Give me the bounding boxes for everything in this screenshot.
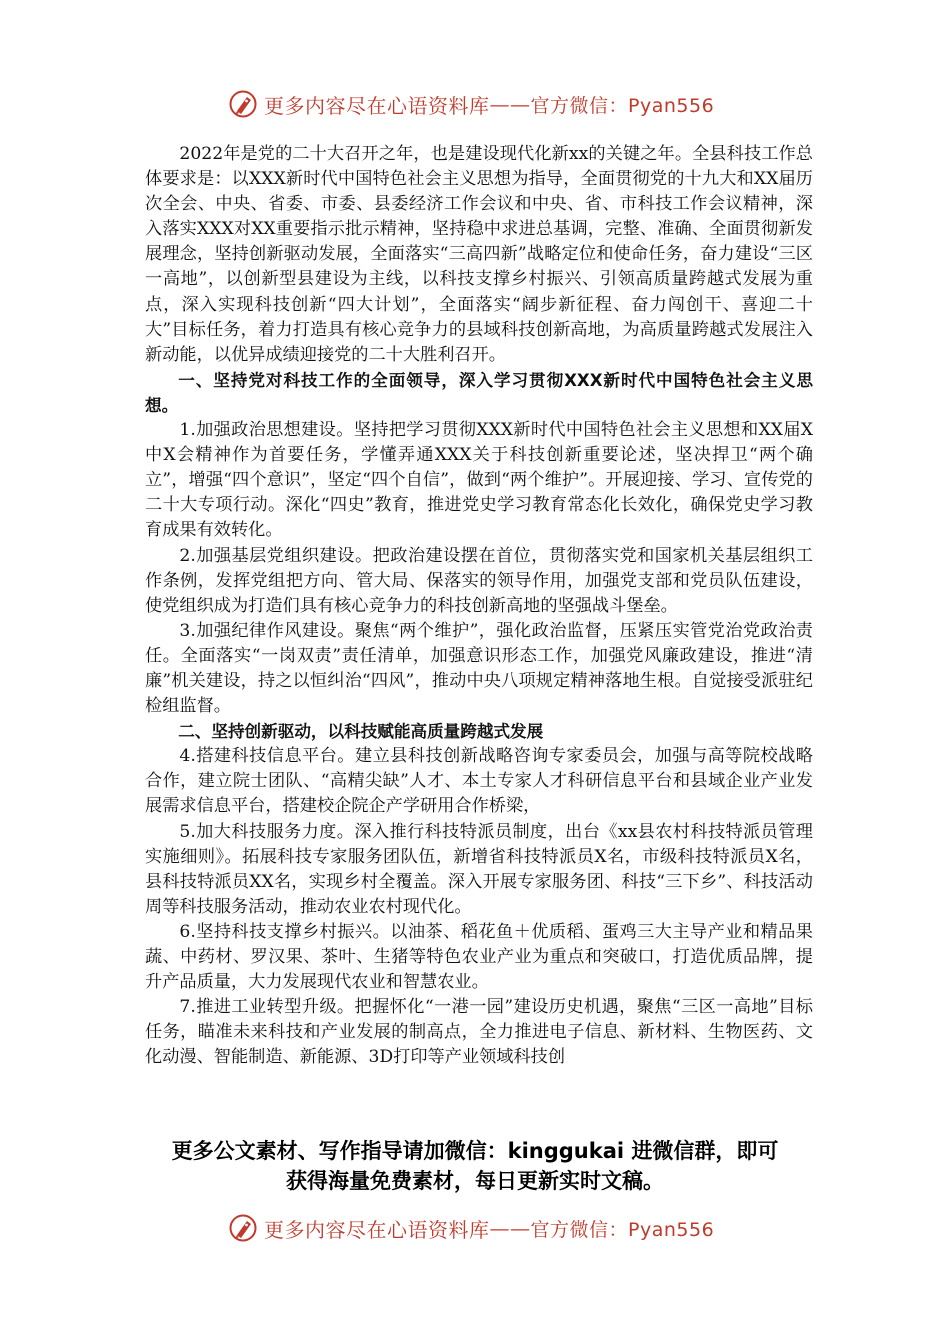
header-banner xyxy=(228,86,748,122)
pen-nib-logo-icon xyxy=(228,89,258,119)
intro-paragraph: 2022年是党的二十大召开之年，也是建设现代化新xx的关键之年。全县科技工作总体要求是：以XXX新时代中国特色社会主义思想为指导，全面贯彻党的十九大和XX届历次全会、中央、省委、市委、县委经济工作会议和中央、省、市科技工作会议精神，深入落实XXX对XX重要指示批示精神，坚持稳中求进总基调，完整、准确、全面贯彻新发展理念，坚持创新驱动发展，全面落实“三高四新”战略定位和使命任务，奋力建设“三区一高地”，以创新型县建设为主线，以科技支撑乡村振兴、引领高质量跨越式发展为重点，深入实现科技创新“四大计划”，全面落实“阔步新征程、奋力闯创干、喜迎二十大”目标任务，着力打造具有核心竞争力的县域科技创新高地，为高质量跨越式发展注入新动能，以优异成绩迎接党的二十大胜利召开。 xyxy=(145,144,813,365)
promo-line-1: 更多公文素材、写作指导请加微信：kinggukai 进微信群，即可 xyxy=(171,1139,779,1163)
section-heading-1: 一、坚持党对科技工作的全面领导，深入学习贯彻XXX新时代中国特色社会主义思想。 xyxy=(145,370,813,415)
pen-nib-logo-icon xyxy=(228,1213,258,1243)
banner-wechat-text: 官方微信：Pyan556 xyxy=(530,94,715,117)
section-heading-2: 二、坚持创新驱动，以科技赋能高质量跨越式发展 xyxy=(178,722,544,742)
item-paragraph-4: 4.搭建科技信息平台。建立县科技创新战略咨询专家委员会，加强与高等院校战略合作，建立院士团队、“高精尖缺”人才、本土专家人才科研信息平台和县域企业产业发展需求信息平台，搭建校企院企产学研用合作桥梁， xyxy=(145,746,813,817)
banner-separator: —— xyxy=(489,92,531,116)
promo-line-2: 获得海量免费素材，每日更新实时文稿。 xyxy=(286,1169,664,1193)
banner-wechat-text: 官方微信：Pyan556 xyxy=(530,1218,715,1241)
banner-site-text: 更多内容尽在心语资料库 xyxy=(264,93,490,118)
banner-site-text: 更多内容尽在心语资料库 xyxy=(264,1217,490,1242)
promo-notice xyxy=(120,1136,830,1196)
item-paragraph-1: 1.加强政治思想建设。坚持把学习贯彻XXX新时代中国特色社会主义思想和XX届X中X会精神作为首要任务，学懂弄通XXX关于科技创新重要论述，坚决捍卫“两个确立”，增强“四个意识”，坚定“四个自信”，做到“两个维护”。开展迎接、学习、宣传党的二十大专项行动。深化“四史”教育，推进党史学习教育常态化长效化，确保党史学习教育成果有效转化。 xyxy=(145,420,813,541)
item-paragraph-2: 2.加强基层党组织建设。把政治建设摆在首位，贯彻落实党和国家机关基层组织工作条例，发挥党组把方向、管大局、保落实的领导作用，加强党支部和党员队伍建设，使党组织成为打造们具有核心竞争力的科技创新高地的坚强战斗堡垒。 xyxy=(145,545,813,616)
banner-separator: —— xyxy=(489,1216,531,1240)
item-paragraph-3: 3.加强纪律作风建设。聚焦“两个维护”，强化政治监督，压紧压实管党治党政治责任。全面落实“一岗双责”责任清单，加强意识形态工作，加强党风廉政建设，推进“清廉”机关建设，持之以恒纠治“四风”，推动中央八项规定精神落地生根。自觉接受派驻纪检组监督。 xyxy=(145,620,813,717)
item-paragraph-5: 5.加大科技服务力度。深入推行科技特派员制度，出台《xx县农村科技特派员管理实施细则》。拓展科技专家服务团队伍，新增省科技特派员X名，市级科技特派员X名，县科技特派员XX名，实现乡村全覆盖。深入开展专家服务团、科技“三下乡”、科技活动周等科技服务活动，推动农业农村现代化。 xyxy=(145,821,813,917)
item-paragraph-7: 7.推进工业转型升级。把握怀化“一港一园”建设历史机遇，聚焦“三区一高地”目标任务，瞄准未来科技和产业发展的制高点，全力推进电子信息、新材料、生物医药、文化动漫、智能制造、新能源、3D打印等产业领域科技创 xyxy=(145,997,813,1068)
footer-banner xyxy=(228,1210,748,1246)
document-body xyxy=(145,142,813,1070)
item-paragraph-6: 6.坚持科技支撑乡村振兴。以油茶、稻花鱼＋优质稻、蛋鸡三大主导产业和精品果蔬、中药材、罗汉果、茶叶、生猪等特色农业产业为重点和突破口，打造优质品牌，提升产品质量，大力发展现代农业和智慧农业。 xyxy=(145,921,813,993)
